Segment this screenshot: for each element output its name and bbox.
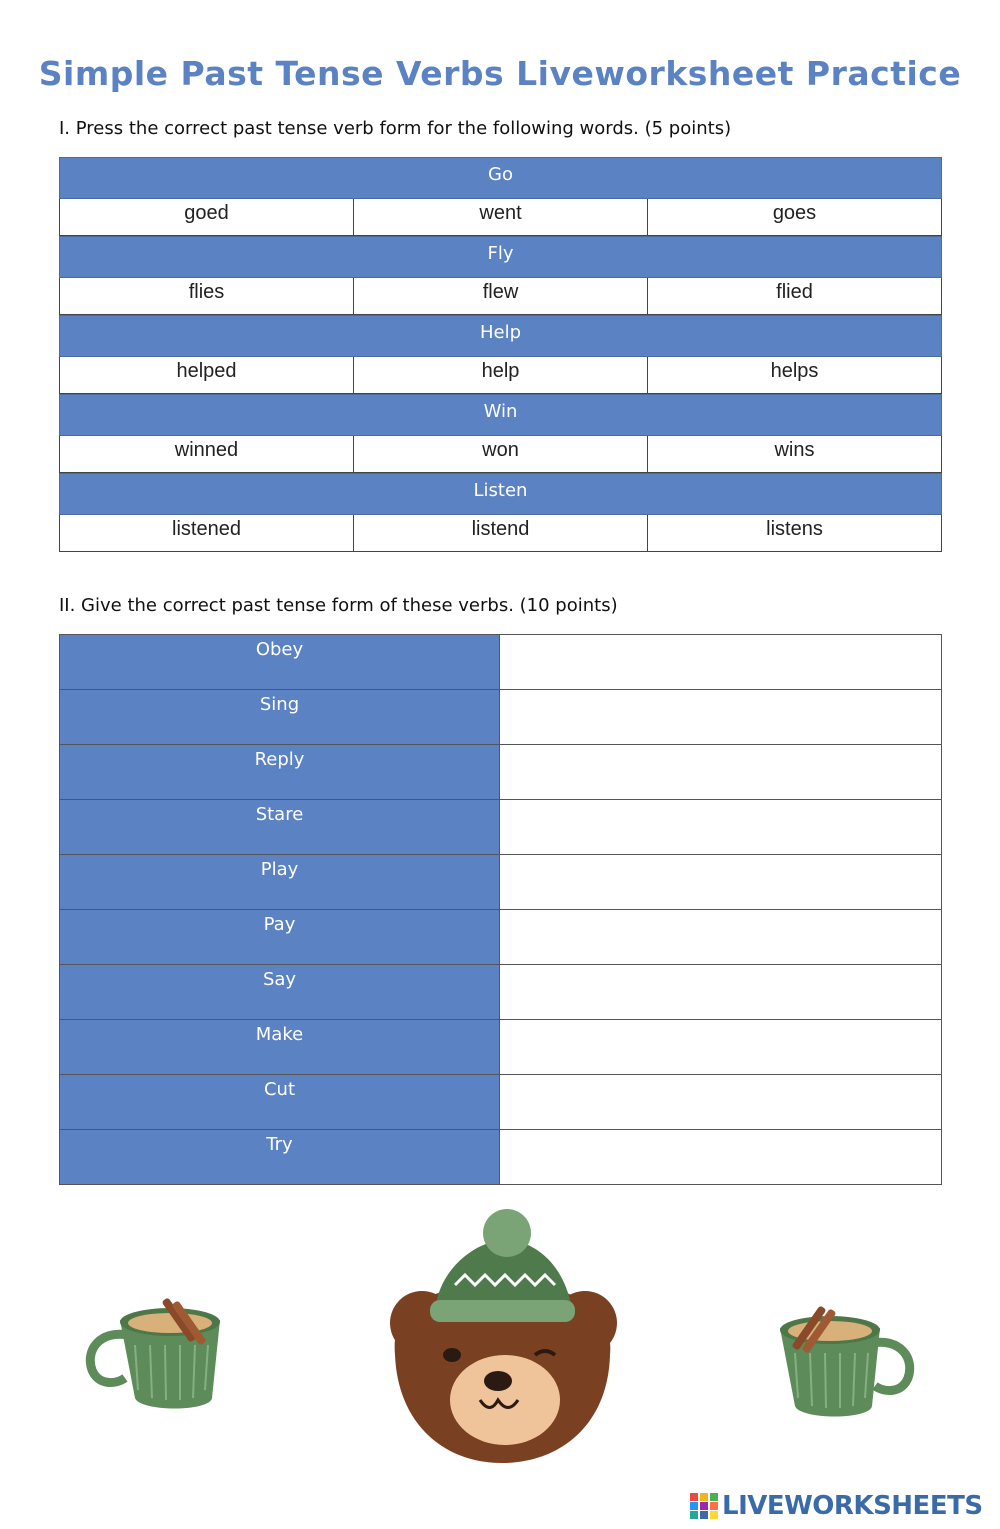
verb-word: Play [59,855,500,909]
verb-word: Reply [59,745,500,799]
option-choice[interactable]: goes [772,202,817,224]
options-row [59,436,942,473]
option-choice[interactable]: helped [60,357,354,393]
verb-row [59,910,942,965]
option-choice[interactable]: listened [60,515,354,551]
verb-row [59,1020,942,1075]
bear-with-beanie-icon [380,1205,625,1470]
answer-input[interactable] [500,855,942,909]
option-choice[interactable]: winned [60,436,354,472]
question-word-win: Win [59,394,942,436]
multiple-choice-table [59,157,942,552]
verb-row [59,635,942,690]
options-row [59,357,942,394]
option-choice[interactable]: flies [60,278,354,314]
fill-in-table [59,634,942,1185]
option-choice[interactable]: helps [770,360,819,382]
verb-word: Pay [59,910,500,964]
question-word-help: Help [59,315,942,357]
answer-input[interactable] [500,690,942,744]
question-word-go: Go [59,157,942,199]
question-word-listen: Listen [59,473,942,515]
answer-input[interactable] [500,1020,942,1074]
liveworksheets-brand-text: LIVEWORKSHEETS [722,1491,983,1521]
question-word-fly: Fly [59,236,942,278]
verb-row [59,1130,942,1185]
verb-row [59,1075,942,1130]
verb-word: Sing [59,690,500,744]
option-choice[interactable]: went [354,199,648,235]
answer-input[interactable] [500,965,942,1019]
verb-row [59,690,942,745]
answer-input[interactable] [500,800,942,854]
option-choice[interactable]: help [354,357,648,393]
verb-row [59,745,942,800]
answer-input[interactable] [500,910,942,964]
verb-word: Cut [59,1075,500,1129]
verb-word: Obey [59,635,500,689]
option-choice[interactable]: listend [354,515,648,551]
options-row [59,278,942,315]
option-choice[interactable]: flew [354,278,648,314]
verb-row [59,965,942,1020]
option-choice[interactable]: won [354,436,648,472]
liveworksheets-logo [690,1488,990,1524]
worksheet-title: Simple Past Tense Verbs Liveworksheet Practice [38,54,962,93]
answer-input[interactable] [500,635,942,689]
verb-row [59,800,942,855]
option-choice[interactable]: wins [774,439,815,461]
verb-word: Stare [59,800,500,854]
options-row [59,515,942,552]
answer-input[interactable] [500,1130,942,1184]
mug-with-cinnamon-icon [80,1290,230,1420]
section1-instruction: I. Press the correct past tense verb form for the following words. (5 points) [59,118,732,139]
mug-with-cinnamon-icon [770,1298,920,1428]
verb-word: Make [59,1020,500,1074]
option-choice[interactable]: flied [776,281,813,303]
answer-input[interactable] [500,745,942,799]
answer-input[interactable] [500,1075,942,1129]
liveworksheets-logo-icon [690,1493,718,1519]
option-choice[interactable]: goed [60,199,354,235]
option-choice[interactable]: listens [766,518,823,540]
verb-row [59,855,942,910]
verb-word: Say [59,965,500,1019]
section2-instruction: II. Give the correct past tense form of these verbs. (10 points) [59,595,618,616]
options-row [59,199,942,236]
verb-word: Try [59,1130,500,1184]
